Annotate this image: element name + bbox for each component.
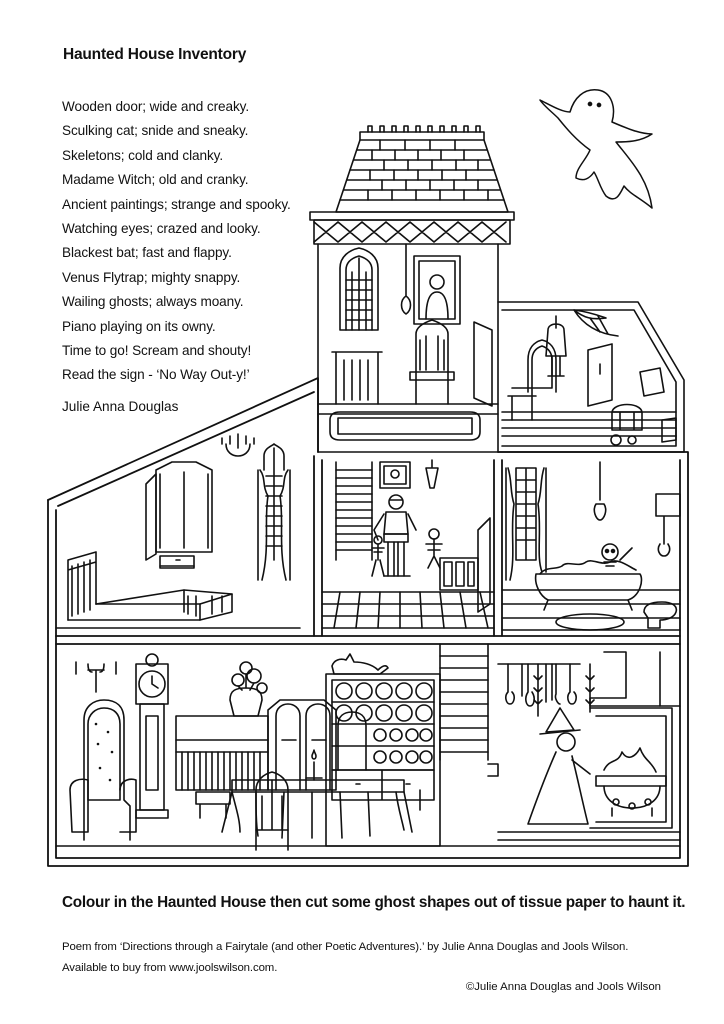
ghost-icon — [540, 90, 652, 208]
poem-line: Wooden door; wide and creaky. — [62, 99, 250, 114]
bedroom — [56, 434, 300, 628]
poem-line: Watching eyes; crazed and looky. — [62, 221, 261, 237]
bathroom — [502, 462, 680, 630]
page-title: Haunted House Inventory — [63, 46, 247, 63]
poem-line: Time to go! Scream and shouty! — [62, 343, 252, 359]
dresser — [326, 654, 440, 846]
lounge — [70, 654, 336, 840]
source-note: Poem from ‘Directions through a Fairytale (and other Poetic Adventures).’ by Julie Anna Douglas and Jools Wilson. — [62, 941, 629, 953]
poem-line: Madame Witch; old and cranky. — [62, 172, 249, 188]
hall — [322, 460, 494, 628]
poem-line: Read the sign - ‘No Way Out-y!’ — [62, 367, 250, 383]
poem-line: Blackest bat; fast and flappy. — [62, 245, 232, 261]
poem-line: Venus Flytrap; mighty snappy. — [62, 269, 241, 285]
poem-line: Sculking cat; snide and sneaky. — [62, 123, 249, 139]
availability-note: Available to buy from www.joolswilson.com. — [62, 962, 278, 974]
plate-row — [336, 683, 432, 763]
poem-line: Skeletons; cold and clanky. — [62, 147, 224, 163]
poem-author: Julie Anna Douglas — [62, 399, 179, 414]
poem-line: Ancient paintings; strange and spooky. — [62, 196, 291, 212]
tower — [310, 126, 514, 452]
kitchen — [498, 652, 680, 840]
copyright: ©Julie Anna Douglas and Jools Wilson — [465, 981, 661, 993]
attic — [498, 302, 684, 452]
kitchen-stairs — [440, 644, 498, 776]
instruction-text: Colour in the Haunted House then cut some ghost shapes out of tissue paper to haunt it. — [62, 894, 686, 911]
poem-line: Piano playing on its owny. — [62, 318, 216, 334]
poem-line: Wailing ghosts; always moany. — [62, 294, 244, 310]
